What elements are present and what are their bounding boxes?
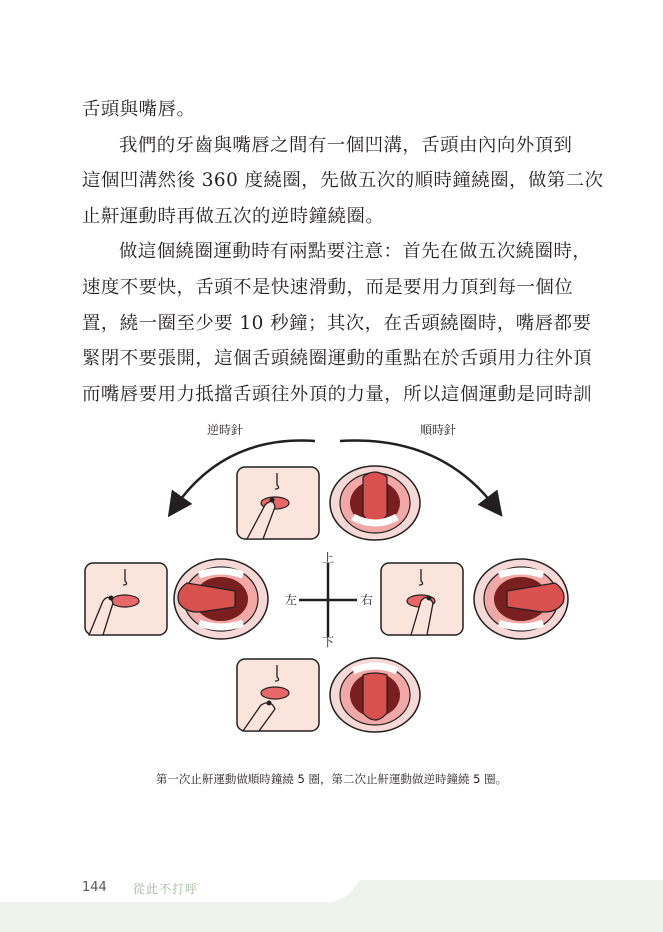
direction-up-label: 上 (322, 551, 335, 565)
tongue-exercise-diagram (75, 405, 590, 775)
face-panel-bottom (237, 659, 319, 731)
face-panel-left (85, 563, 167, 635)
body-line: 速度不要快，舌頭不是快速滑動，而是要用力頂到每一個位 (82, 276, 574, 298)
direction-cross (285, 550, 373, 649)
direction-right-label: 右 (361, 593, 374, 607)
running-book-title: 從此不打呼 (133, 882, 199, 896)
body-line: 舌頭與嘴唇。 (82, 99, 196, 120)
face-panel-right (381, 563, 463, 635)
body-line: 而嘴唇要用力抵擋舌頭往外頂的力量，所以這個運動是同時訓 (82, 383, 593, 405)
body-line: 我們的牙齒與嘴唇之間有一個凹溝，舌頭由內向外頂到 (119, 134, 573, 156)
counterclockwise-label: 逆時針 (207, 423, 244, 437)
body-line: 置，繞一圈至少要 10 秒鐘；其次，在舌頭繞圈時，嘴唇都要 (82, 312, 592, 334)
mouth-panel-bottom (330, 658, 420, 732)
body-line: 做這個繞圈運動時有兩點要注意：首先在做五次繞圈時， (119, 241, 592, 263)
direction-down-label: 下 (322, 635, 335, 649)
face-panel-top (237, 467, 319, 539)
mouth-panel-left (174, 559, 268, 639)
body-line: 這個凹溝然後 360 度繞圈，先做五次的順時鐘繞圈，做第二次 (82, 170, 604, 192)
figure-caption: 第一次止鼾運動做順時鐘繞 5 圈，第二次止鼾運動做逆時鐘繞 5 圈。 (155, 772, 508, 786)
direction-left-label: 左 (285, 593, 298, 607)
body-line: 緊閉不要張開，這個舌頭繞圈運動的重點在於舌頭用力往外頂 (82, 348, 593, 370)
mouth-panel-top (330, 466, 420, 540)
clockwise-label: 順時針 (420, 423, 457, 437)
body-line: 止鼾運動時再做五次的逆時鐘繞圈。 (82, 205, 385, 227)
mouth-panel-right (474, 559, 568, 639)
page-number: 144 (82, 880, 107, 895)
body-text (82, 92, 604, 412)
